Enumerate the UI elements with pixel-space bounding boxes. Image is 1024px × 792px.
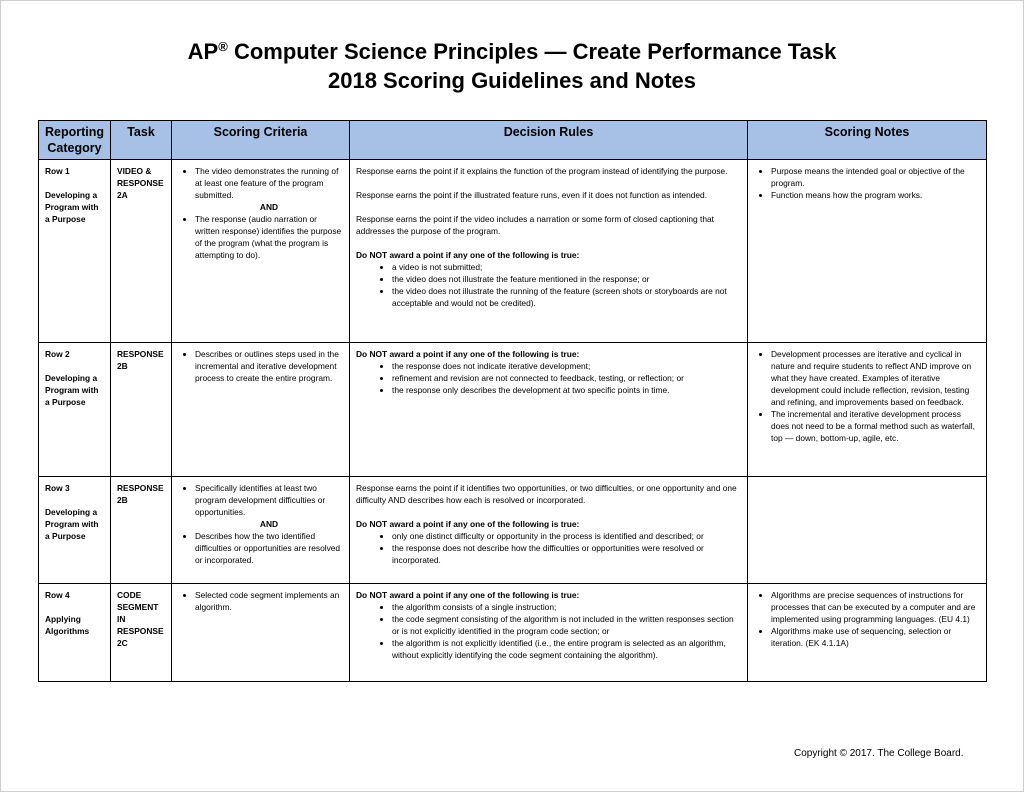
reporting-category-cell bbox=[39, 160, 111, 343]
criteria-item: • Specifically identifies at least two program development difficulties or opportunities. bbox=[195, 482, 343, 518]
rule-item: • only one distinct difficulty or opportunity in the process is identified and described; or bbox=[392, 530, 741, 542]
rule-paragraph: Response earns the point if it identifies two opportunities, or two difficulties, or one opportunity and one difficulty AND describes how each is resolved or incorporated. bbox=[356, 483, 737, 505]
scoring-table bbox=[38, 120, 987, 682]
scoring-criteria-cell bbox=[172, 584, 350, 682]
criteria-item: • Describes how the two identified difficulties or opportunities are resolved or incorporated. bbox=[195, 530, 343, 566]
page-title bbox=[0, 37, 1024, 95]
task-cell: VIDEO & RESPONSE 2A bbox=[111, 160, 172, 343]
note-item: • Algorithms make use of sequencing, selection or iteration. (EK 4.1.1A) bbox=[771, 625, 980, 649]
rule-item: • the response does not indicate iterative development; bbox=[392, 360, 741, 372]
note-item: • Function means how the program works. bbox=[771, 189, 980, 201]
scoring-criteria-cell bbox=[172, 477, 350, 584]
rule-paragraph: Response earns the point if it explains the function of the program instead of identifying the purpose. bbox=[356, 166, 728, 176]
rule-paragraph: Response earns the point if the video includes a narration or some form of closed captioning that addresses the purpose of the program. bbox=[356, 214, 715, 236]
decision-rules-cell bbox=[350, 343, 748, 477]
and-connector: AND bbox=[259, 202, 279, 212]
rule-item: • the video does not illustrate the running of the feature (screen shots or storyboards are not acceptable and would not be credited). bbox=[392, 285, 741, 309]
not-award-heading: Do NOT award a point if any one of the following is true: bbox=[356, 349, 580, 359]
scoring-criteria-cell bbox=[172, 343, 350, 477]
task-cell: RESPONSE 2B bbox=[111, 477, 172, 584]
row-label: Row 3 bbox=[45, 483, 70, 493]
rule-item: • refinement and revision are not connected to feedback, testing, or reflection; or bbox=[392, 372, 741, 384]
not-award-heading: Do NOT award a point if any one of the following is true: bbox=[356, 590, 580, 600]
criteria-item: • The response (audio narration or written response) identifies the purpose of the program (what the program is attempting to do). bbox=[195, 213, 343, 261]
rule-item: • the response only describes the development at two specific points in time. bbox=[392, 384, 741, 396]
table-row bbox=[39, 477, 987, 584]
row-label: Row 1 bbox=[45, 166, 70, 176]
category-label: Developing a Program with a Purpose bbox=[45, 190, 99, 224]
task-cell: CODE SEGMENT IN RESPONSE 2C bbox=[111, 584, 172, 682]
header-decision-rules: Decision Rules bbox=[350, 121, 748, 160]
scoring-notes-cell bbox=[748, 160, 987, 343]
note-item: • Purpose means the intended goal or objective of the program. bbox=[771, 165, 980, 189]
note-item: • The incremental and iterative development process does not need to be a formal method such as waterfall, top — down, bottom-up, agile, etc. bbox=[771, 408, 980, 444]
decision-rules-cell bbox=[350, 160, 748, 343]
rule-paragraph: Response earns the point if the illustrated feature runs, even if it does not function as intended. bbox=[356, 190, 708, 200]
category-label: Developing a Program with a Purpose bbox=[45, 507, 99, 541]
reporting-category-cell bbox=[39, 343, 111, 477]
rule-item: • the video does not illustrate the feature mentioned in the response; or bbox=[392, 273, 741, 285]
note-item: • Development processes are iterative and cyclical in nature and require students to reflect AND improve on what they have created. Examples of iterative development could include reflection, revision, testing and refining, and improvements based on feedback. bbox=[771, 348, 980, 408]
rule-item: • the algorithm consists of a single instruction; bbox=[392, 601, 741, 613]
table-row bbox=[39, 160, 987, 343]
rule-item: • a video is not submitted; bbox=[392, 261, 741, 273]
row-label: Row 2 bbox=[45, 349, 70, 359]
rule-item: • the response does not describe how the difficulties or opportunities were resolved or incorporated. bbox=[392, 542, 741, 566]
title-line-1: AP® Computer Science Principles — Create Performance Task bbox=[187, 39, 837, 64]
table-row bbox=[39, 584, 987, 682]
header-task: Task bbox=[111, 121, 172, 160]
reporting-category-cell bbox=[39, 477, 111, 584]
task-cell: RESPONSE 2B bbox=[111, 343, 172, 477]
header-scoring-criteria: Scoring Criteria bbox=[172, 121, 350, 160]
registered-mark: ® bbox=[218, 39, 228, 54]
note-item: • Algorithms are precise sequences of instructions for processes that can be executed by a computer and are implemented using programming languages. (EU 4.1) bbox=[771, 589, 980, 625]
reporting-category-cell bbox=[39, 584, 111, 682]
criteria-item: • Selected code segment implements an algorithm. bbox=[195, 589, 343, 613]
scoring-notes-cell bbox=[748, 343, 987, 477]
category-label: Developing a Program with a Purpose bbox=[45, 373, 99, 407]
table-header-row bbox=[39, 121, 987, 160]
copyright-notice: Copyright © 2017. The College Board. bbox=[794, 748, 964, 759]
row-label: Row 4 bbox=[45, 590, 70, 600]
decision-rules-cell bbox=[350, 477, 748, 584]
and-connector: AND bbox=[259, 519, 279, 529]
title-line-2: 2018 Scoring Guidelines and Notes bbox=[328, 68, 696, 93]
header-scoring-notes: Scoring Notes bbox=[748, 121, 987, 160]
not-award-heading: Do NOT award a point if any one of the following is true: bbox=[356, 519, 580, 529]
scoring-notes-cell bbox=[748, 477, 987, 584]
scoring-notes-cell bbox=[748, 584, 987, 682]
rule-item: • the code segment consisting of the algorithm is not included in the written responses section or is not explicitly identified in the program code section; or bbox=[392, 613, 741, 637]
header-reporting-category: Reporting Category bbox=[39, 121, 111, 160]
not-award-heading: Do NOT award a point if any one of the following is true: bbox=[356, 250, 580, 260]
table-row bbox=[39, 343, 987, 477]
criteria-item: • The video demonstrates the running of at least one feature of the program submitted. bbox=[195, 165, 343, 201]
decision-rules-cell bbox=[350, 584, 748, 682]
criteria-item: • Describes or outlines steps used in the incremental and iterative development process to create the entire program. bbox=[195, 348, 343, 384]
scoring-criteria-cell bbox=[172, 160, 350, 343]
category-label: Applying Algorithms bbox=[45, 614, 90, 636]
rule-item: • the algorithm is not explicitly identified (i.e., the entire program is selected as an algorithm, without explicitly identifying the code segment containing the algorithm). bbox=[392, 637, 741, 661]
